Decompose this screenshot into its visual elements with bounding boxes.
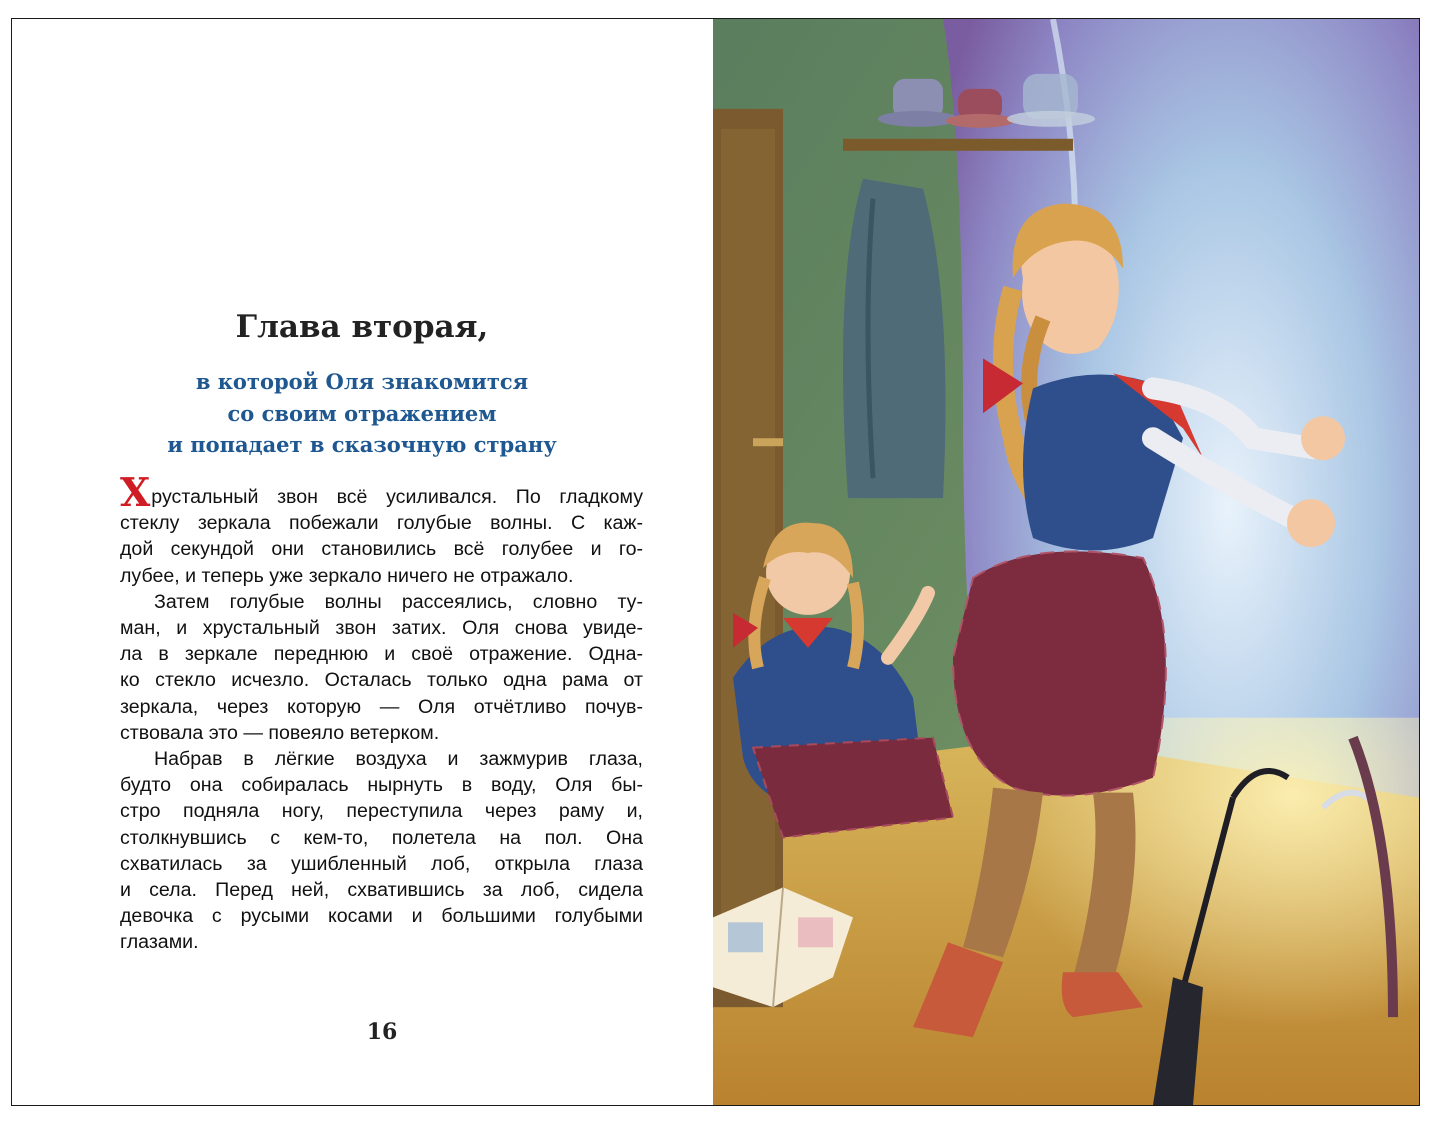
text-line: ман, и хрустальный звон затих. Оля снова увиде-: [120, 617, 643, 640]
chapter-subtitle-line: со своим отражением: [227, 400, 497, 426]
chapter-title: Глава вторая,: [235, 309, 489, 345]
chapter-subtitle-line: и попадает в сказочную страну: [167, 432, 557, 457]
illustration: [713, 19, 1419, 1105]
text-line: стро подняла ногу, переступила через раму и,: [120, 800, 643, 823]
text-line-content: рустальный звон всё усиливался. По гладкому: [151, 486, 643, 508]
text-line: лубее, и теперь уже зеркало ничего не отражало.: [120, 564, 574, 587]
text-line: дой секундой они становились всё голубее и го-: [120, 538, 643, 561]
illustration-art: [713, 19, 1419, 1105]
body-text: [120, 470, 643, 956]
text-line: глазами.: [120, 931, 199, 954]
text-line: столкнувшись с кем-то, полетела на пол. Она: [120, 826, 643, 849]
text-line: Затем голубые волны рассеялись, словно ту-: [154, 590, 643, 613]
page-number: 16: [366, 1019, 398, 1045]
drop-cap: Х: [120, 470, 151, 516]
text-line: будто она собиралась нырнуть в воду, Оля бы-: [120, 774, 643, 797]
text-line: ла в зеркале переднюю и своё отражение. Одна-: [120, 643, 643, 666]
text-line: схватилась за ушибленный лоб, открыла глаза: [120, 852, 643, 875]
text-page: [12, 19, 712, 1105]
text-line: Набрав в лёгкие воздуха и зажмурив глаза,: [154, 748, 643, 771]
text-line: и села. Перед ней, схватившись за лоб, сидела: [120, 879, 643, 902]
chapter-subtitle-line: в которой Оля знакомится: [195, 369, 529, 394]
text-line: ствовала это — повеяло ветерком.: [120, 721, 440, 744]
text-line: [120, 470, 643, 516]
text-line: девочка с русыми косами и большими голубыми: [120, 905, 643, 928]
text-line: зеркала, через которую — Оля отчётливо почув-: [120, 695, 643, 718]
book-spread: [11, 18, 1420, 1106]
chapter-subtitle: [12, 366, 712, 461]
text-line: ко стекло исчезло. Осталась только одна рама от: [120, 669, 643, 692]
text-line: стеклу зеркала побежали голубые волны. С каж-: [120, 512, 643, 535]
